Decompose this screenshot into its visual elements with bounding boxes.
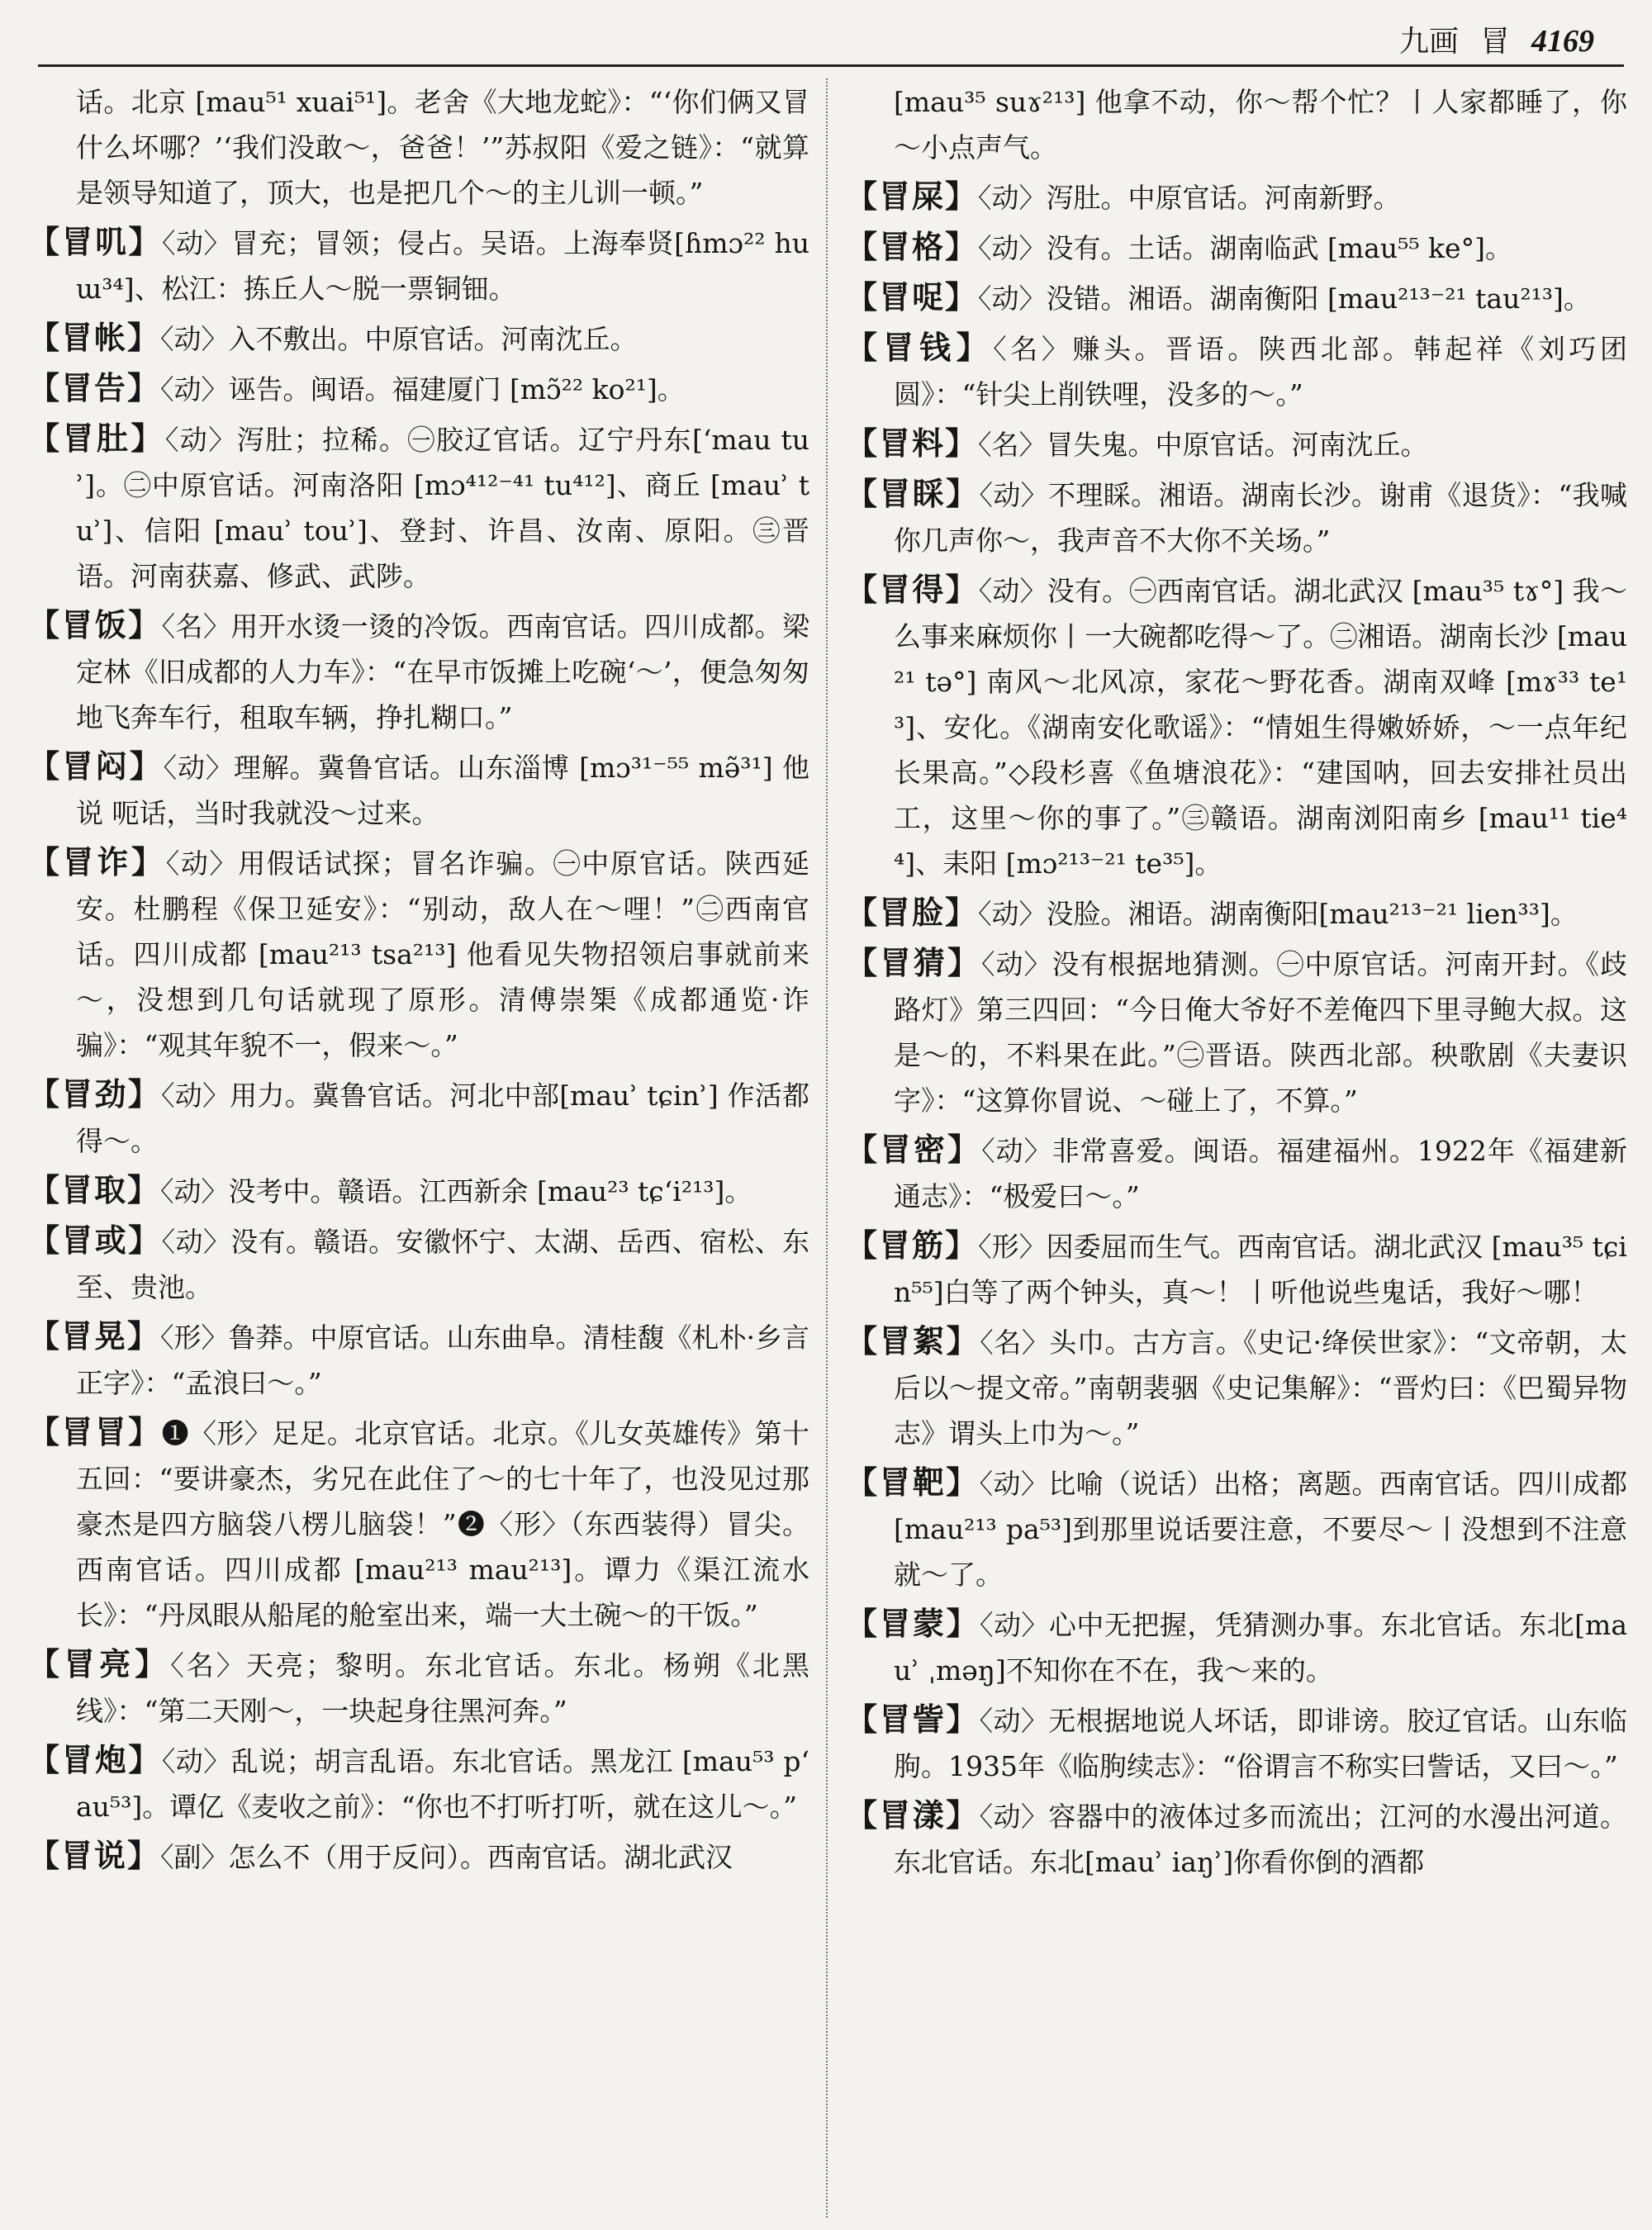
- entry-definition: 〈名〉冒失鬼。中原官话。河南沈丘。: [978, 429, 1428, 461]
- dictionary-entry: [25, 1834, 809, 1880]
- entry-headword: 【冒说】: [28, 1838, 161, 1874]
- entry-headword: 【冒格】: [846, 229, 979, 265]
- entry-headword: 【冒料】: [846, 425, 979, 462]
- entry-definition: 〈名〉赚头。晋语。陕西北部。韩起祥《刘巧团圆》：“针尖上削铁哩，没多的～。”: [894, 333, 1627, 410]
- dictionary-entry: [843, 1223, 1627, 1315]
- entry-headword: 【冒冒】: [28, 1414, 162, 1450]
- entry-headword: 【冒得】: [846, 572, 979, 608]
- entry-headword: 【冒訾】: [846, 1701, 980, 1738]
- entry-headword: 【冒钱】: [846, 330, 994, 366]
- entry-headword: 【冒告】: [28, 370, 161, 406]
- entry-definition: 〈动〉泻肚。中原官话。河南新野。: [978, 182, 1401, 214]
- dictionary-entry: [25, 1218, 809, 1310]
- header-rule: [38, 64, 1624, 67]
- dictionary-entry: [843, 941, 1627, 1123]
- entry-definition: 〈动〉没错。湘语。湖南衡阳 [mau²¹³⁻²¹ tau²¹³]。: [978, 282, 1591, 315]
- entry-definition: 〈动〉无根据地说人坏话，即诽谤。胶辽官话。山东临朐。1935年《临朐续志》：“俗谓言不称实曰訾话，又曰～。”: [894, 1705, 1627, 1782]
- entry-headword: 【冒脸】: [846, 894, 979, 931]
- dictionary-entry: [843, 1127, 1627, 1219]
- entry-headword: 【冒取】: [28, 1172, 161, 1208]
- entry-headword: 【冒蒙】: [846, 1606, 980, 1642]
- entry-definition: 〈动〉非常喜爱。闽语。福建福州。1922年《福建新通志》：“极爱曰～。”: [894, 1135, 1627, 1212]
- dictionary-entry: [25, 78, 809, 216]
- entry-headword: 【冒肚】: [28, 420, 165, 457]
- dictionary-entry: [843, 1793, 1627, 1885]
- right-column: [843, 78, 1627, 2218]
- dictionary-entry: [25, 1072, 809, 1164]
- running-header: [1399, 18, 1594, 64]
- dictionary-entry: [25, 366, 809, 412]
- entry-definition: 〈动〉用假话试探；冒名诈骗。㊀中原官话。陕西延安。杜鹏程《保卫延安》：“别动，敌人在～哩！”㊁西南官话。四川成都 [mau²¹³ tsa²¹³] 他看见失物招领启事就前来～，没想到几句话就现了原形。清傅崇榘《成都通览·诈骗》：“观其年貌不一，假来～。”: [76, 847, 809, 1061]
- entry-definition: 〈动〉没脸。湘语。湖南衡阳[mau²¹³⁻²¹ lien³³]。: [978, 898, 1578, 930]
- entry-definition: 〈动〉没有。㊀西南官话。湖北武汉 [mau³⁵ tɤ°] 我～么事来麻烦你丨一大碗都吃得～了。㊁湘语。湖南长沙 [mau²¹ tə°] 南风～北风凉，家花～野花香。湖南双峰 [mɤ³³ te¹³]、安化。《湖南安化歌谣》：“情姐生得嫩娇娇，～一点年纪长果高。”◇段杉喜《鱼塘浪花》：“建国呐，回去安排社员出工，这里～你的事了。”㊂赣语。湖南浏阳南乡 [mau¹¹ tie⁴⁴]、耒阳 [mɔ²¹³⁻²¹ te³⁵]。: [894, 575, 1627, 880]
- dictionary-entry: [25, 316, 809, 362]
- entry-headword: 【冒炮】: [28, 1742, 162, 1778]
- entry-definition: 〈形〉鲁莽。中原官话。山东曲阜。清桂馥《札朴·乡言正字》：“孟浪曰～。”: [76, 1321, 809, 1399]
- entry-headword: 【冒密】: [846, 1132, 982, 1168]
- entry-definition: 话。北京 [mau⁵¹ xuai⁵¹]。老舍《大地龙蛇》：“‘你们俩又冒什么坏哪？’‘我们没敢～，爸爸！’”苏叔阳《爱之链》：“就算是领导知道了，顶大，也是把几个～的主儿训一顿。”: [76, 86, 809, 209]
- dictionary-entry: [843, 1601, 1627, 1693]
- entry-definition: 〈动〉心中无把握，凭猜测办事。东北官话。东北[mauʾ ˌməŋ]不知你在不在，我～来的。: [894, 1609, 1627, 1687]
- entry-headword: 【冒闷】: [28, 748, 164, 785]
- entry-definition: 〈动〉比喻（说话）出格；离题。西南官话。四川成都[mau²¹³ pa⁵³]到那里说话要注意，不要尽～丨没想到不注意就～了。: [894, 1468, 1627, 1591]
- header-char: 冒: [1479, 25, 1510, 59]
- entry-headword: 【冒帐】: [28, 320, 161, 356]
- dictionary-entry: [843, 1697, 1627, 1789]
- dictionary-entry: [25, 603, 809, 740]
- dictionary-entry: [843, 275, 1627, 321]
- entry-headword: 【冒猜】: [846, 945, 981, 981]
- entry-definition: 〈名〉头巾。古方言。《史记·绛侯世家》：“文帝朝，太后以～提文帝。”南朝裴骃《史记集解》：“晋灼曰：《巴蜀异物志》谓头上巾为～。”: [894, 1326, 1627, 1450]
- entry-definition: 〈动〉用力。冀鲁官话。河北中部[mauʾ tɕinʾ] 作活都得～。: [76, 1079, 809, 1157]
- entry-definition: 〈动〉没有根据地猜测。㊀中原官话。河南开封。《歧路灯》第三四回：“今日俺大爷好不差俺四下里寻鲍大叔。这是～的，不料果在此。”㊁晋语。陕西北部。秧歌剧《夫妻识字》：“这算你冒说、～碰上了，不算。”: [894, 948, 1627, 1117]
- dictionary-entry: [843, 890, 1627, 937]
- entry-definition: 〈动〉没考中。赣语。江西新余 [mau²³ tɕʻi²¹³]。: [160, 1175, 752, 1208]
- entry-headword: 【冒或】: [28, 1222, 162, 1259]
- dictionary-entry: [843, 174, 1627, 221]
- dictionary-entry: [25, 1410, 809, 1638]
- entry-definition: 〈副〉怎么不（用于反问）。西南官话。湖北武汉: [160, 1841, 733, 1873]
- dictionary-entry: [843, 225, 1627, 271]
- entry-headword: 【冒筋】: [846, 1227, 979, 1264]
- entry-definition: 〈动〉冒充；冒领；侵占。吴语。上海奉贤[ɦmɔ²² huɯ³⁴]、松江：拣丘人～脱一票铜钿。: [76, 227, 809, 305]
- dictionary-entry: [25, 1168, 809, 1214]
- entry-headword: 【冒饭】: [28, 607, 162, 643]
- entry-definition: 〈动〉理解。冀鲁官话。山东淄博 [mɔ³¹⁻⁵⁵ mə̃³¹] 他说 呃话，当时我就没～过来。: [76, 752, 809, 829]
- dictionary-entry: [843, 421, 1627, 467]
- dictionary-entry: [25, 840, 809, 1068]
- dictionary-entry: [843, 325, 1627, 417]
- entry-definition: 〈动〉入不敷出。中原官话。河南沈丘。: [160, 323, 638, 355]
- dictionary-entry: [25, 1314, 809, 1406]
- header-section: 九画: [1398, 25, 1459, 59]
- left-column: [25, 78, 809, 2218]
- entry-headword: 【冒劲】: [28, 1076, 161, 1113]
- entry-headword: 【冒亮】: [28, 1646, 171, 1682]
- dictionary-entry: [843, 78, 1627, 170]
- dictionary-entry: [25, 220, 809, 311]
- dictionary-entry: [25, 1738, 809, 1829]
- entry-headword: 【冒睬】: [846, 476, 980, 512]
- entry-headword: 【冒晃】: [28, 1318, 161, 1355]
- dictionary-entry: [25, 416, 809, 599]
- dictionary-entry: [25, 1642, 809, 1734]
- dictionary-entry: [843, 1319, 1627, 1456]
- entry-headword: 【冒漾】: [846, 1797, 980, 1834]
- entry-definition: 〈动〉诬告。闽语。福建厦门 [mɔ̃²² ko²¹]。: [160, 373, 685, 406]
- entry-definition: 〈名〉天亮；黎明。东北官话。东北。杨朔《北黑线》：“第二天刚～，一块起身往黑河奔。”: [76, 1649, 809, 1727]
- entry-headword: 【冒诈】: [28, 844, 166, 880]
- entry-headword: 【冒叽】: [28, 224, 163, 260]
- entry-headword: 【冒靶】: [846, 1464, 980, 1501]
- dictionary-entry: [25, 744, 809, 836]
- entry-definition: 〈动〉容器中的液体过多而流出；江河的水漫出河道。东北官话。东北[mauʾ iaŋʾ]你看你倒的酒都: [894, 1801, 1627, 1878]
- entry-definition: ❶〈形〉足足。北京官话。北京。《儿女英雄传》第十五回：“要讲豪杰，劣兄在此住了～的七十年了，也没见过那豪杰是四方脑袋八楞儿脑袋！”❷〈形〉（东西装得）冒尖。西南官话。四川成都 [mau²¹³ mau²¹³]。谭力《渠江流水长》：“丹凤眼从船尾的舱室出来，端一大土碗～的干饭。”: [76, 1417, 809, 1631]
- entry-definition: [mau³⁵ suɤ²¹³] 他拿不动，你～帮个忙？丨人家都睡了，你～小点声气。: [894, 86, 1627, 164]
- entry-headword: 【冒哫】: [846, 279, 979, 316]
- entry-definition: 〈动〉泻肚；拉稀。㊀胶辽官话。辽宁丹东[ʻmau tuʾ]。㊁中原官话。河南洛阳 [mɔ⁴¹²⁻⁴¹ tu⁴¹²]、商丘 [mauʾ tuʾ]、信阳 [mauʾ touʾ]、登封、许昌、汝南、原阳。㊂晋语。河南获嘉、修武、武陟。: [76, 424, 809, 592]
- entry-definition: 〈动〉没有。土话。湖南临武 [mau⁵⁵ ke°]。: [978, 232, 1512, 264]
- page-number: 4169: [1531, 24, 1594, 59]
- entry-definition: 〈动〉没有。赣语。安徽怀宁、太湖、岳西、宿松、东至、贵池。: [76, 1226, 809, 1303]
- entry-headword: 【冒屎】: [846, 178, 979, 215]
- entry-headword: 【冒絮】: [846, 1323, 980, 1359]
- dictionary-entry: [843, 567, 1627, 886]
- entry-definition: 〈动〉乱说；胡言乱语。东北官话。黑龙江 [mau⁵³ pʻau⁵³]。谭亿《麦收之前》：“你也不打听打听，就在这儿～。”: [76, 1745, 809, 1823]
- entry-definition: 〈名〉用开水烫一烫的冷饭。西南官话。四川成都。梁定林《旧成都的人力车》：“在早市饭摊上吃碗‘～’，便急匆匆地飞奔车行，租取车辆，挣扎糊口。”: [76, 610, 809, 733]
- entry-definition: 〈形〉因委屈而生气。西南官话。湖北武汉 [mau³⁵ tɕin⁵⁵]白等了两个钟头，真～！丨听他说些鬼话，我好～哪！: [894, 1231, 1627, 1308]
- dictionary-entry: [843, 472, 1627, 563]
- entry-definition: 〈动〉不理睬。湘语。湖南长沙。谢甫《退货》：“我喊你几声你～，我声音不大你不关场。”: [894, 479, 1627, 557]
- dictionary-entry: [843, 1460, 1627, 1597]
- column-divider: [826, 78, 828, 2218]
